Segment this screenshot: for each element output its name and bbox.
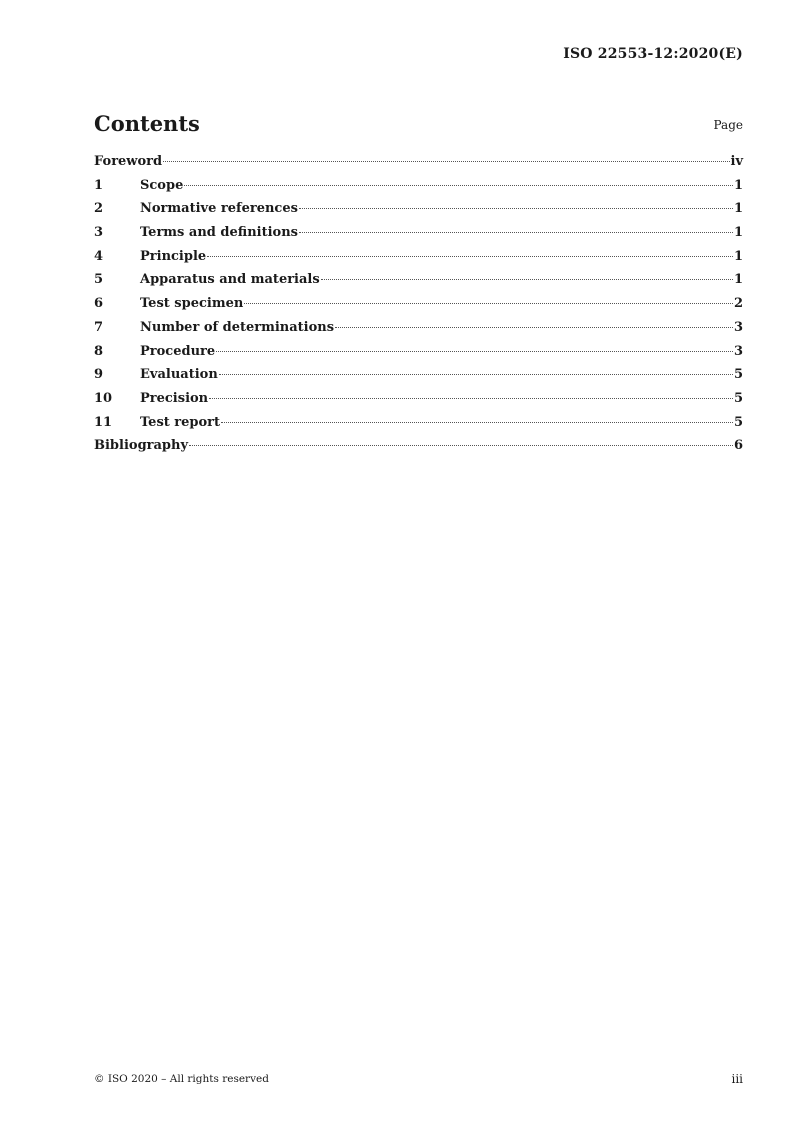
toc-entry-terms-and-definitions[interactable] <box>94 225 743 249</box>
toc-dot-leader <box>209 398 733 399</box>
contents-heading: Contents <box>94 111 200 136</box>
toc-entry-number: 8 <box>94 343 104 359</box>
toc-entry-title: Bibliography <box>94 438 189 454</box>
toc-entry-page: 1 <box>733 201 743 217</box>
toc-dot-leader <box>184 185 733 186</box>
toc-entry-page: 1 <box>733 225 743 241</box>
toc-entry-number-of-determinations[interactable] <box>94 320 743 344</box>
toc-entry-evaluation[interactable] <box>94 367 743 391</box>
toc-entry-test-specimen[interactable] <box>94 296 743 320</box>
toc-entry-procedure[interactable] <box>94 344 743 368</box>
toc-entry-apparatus-and-materials[interactable] <box>94 272 743 296</box>
toc-entry-title: Apparatus and materials <box>140 272 320 288</box>
toc-entry-title: Principle <box>140 248 207 264</box>
toc-entry-number: 7 <box>94 319 104 335</box>
toc-dot-leader <box>221 422 733 423</box>
toc-entry-number: 9 <box>94 367 104 383</box>
toc-entry-title: Evaluation <box>140 367 218 383</box>
toc-entry-number: 5 <box>94 272 104 288</box>
toc-entry-number: 3 <box>94 225 104 241</box>
toc-entry-title: Terms and definitions <box>140 225 298 241</box>
toc-entry-title: Normative references <box>140 201 298 217</box>
toc-entry-number: 11 <box>94 414 113 430</box>
copyright-notice: © ISO 2020 – All rights reserved <box>94 1073 269 1085</box>
toc-entry-title: Number of determinations <box>140 319 335 335</box>
toc-entry-scope[interactable] <box>94 178 743 202</box>
toc-entry-page: 5 <box>733 390 743 406</box>
toc-dot-leader <box>189 445 733 446</box>
toc-dot-leader <box>216 351 733 352</box>
toc-entry-page: 5 <box>733 367 743 383</box>
toc-dot-leader <box>335 327 733 328</box>
toc-entry-foreword[interactable] <box>94 154 743 178</box>
page-column-label: Page <box>713 118 743 132</box>
toc-dot-leader <box>207 256 733 257</box>
toc-entry-page: 3 <box>733 343 743 359</box>
toc-entry-precision[interactable] <box>94 391 743 415</box>
toc-entry-page: 1 <box>733 248 743 264</box>
footer-page-number: iii <box>731 1072 743 1086</box>
toc-entry-number: 1 <box>94 177 104 193</box>
toc-entry-normative-references[interactable] <box>94 201 743 225</box>
table-of-contents <box>94 154 743 462</box>
toc-dot-leader <box>244 303 733 304</box>
toc-dot-leader <box>219 374 733 375</box>
toc-entry-title: Test specimen <box>140 296 244 312</box>
toc-entry-test-report[interactable] <box>94 415 743 439</box>
toc-entry-title: Test report <box>140 414 221 430</box>
toc-dot-leader <box>299 208 733 209</box>
toc-entry-title: Precision <box>140 390 209 406</box>
toc-entry-title: Foreword <box>94 154 163 169</box>
toc-entry-number: 4 <box>94 248 104 264</box>
toc-entry-number: 2 <box>94 201 104 217</box>
toc-entry-title: Procedure <box>140 343 216 359</box>
toc-entry-page: 3 <box>733 319 743 335</box>
toc-entry-page: 1 <box>733 272 743 288</box>
toc-entry-number: 6 <box>94 296 104 312</box>
toc-entry-page: iv <box>730 154 743 169</box>
toc-entry-principle[interactable] <box>94 249 743 273</box>
toc-entry-page: 5 <box>733 414 743 430</box>
toc-dot-leader <box>163 161 729 162</box>
toc-entry-page: 2 <box>733 296 743 312</box>
toc-entry-page: 6 <box>733 438 743 454</box>
toc-entry-bibliography[interactable] <box>94 438 743 462</box>
toc-entry-number: 10 <box>94 390 113 406</box>
document-identifier: ISO 22553-12:2020(E) <box>563 46 743 62</box>
toc-dot-leader <box>299 232 733 233</box>
toc-entry-title: Scope <box>140 177 184 193</box>
toc-entry-page: 1 <box>733 177 743 193</box>
toc-dot-leader <box>321 279 733 280</box>
